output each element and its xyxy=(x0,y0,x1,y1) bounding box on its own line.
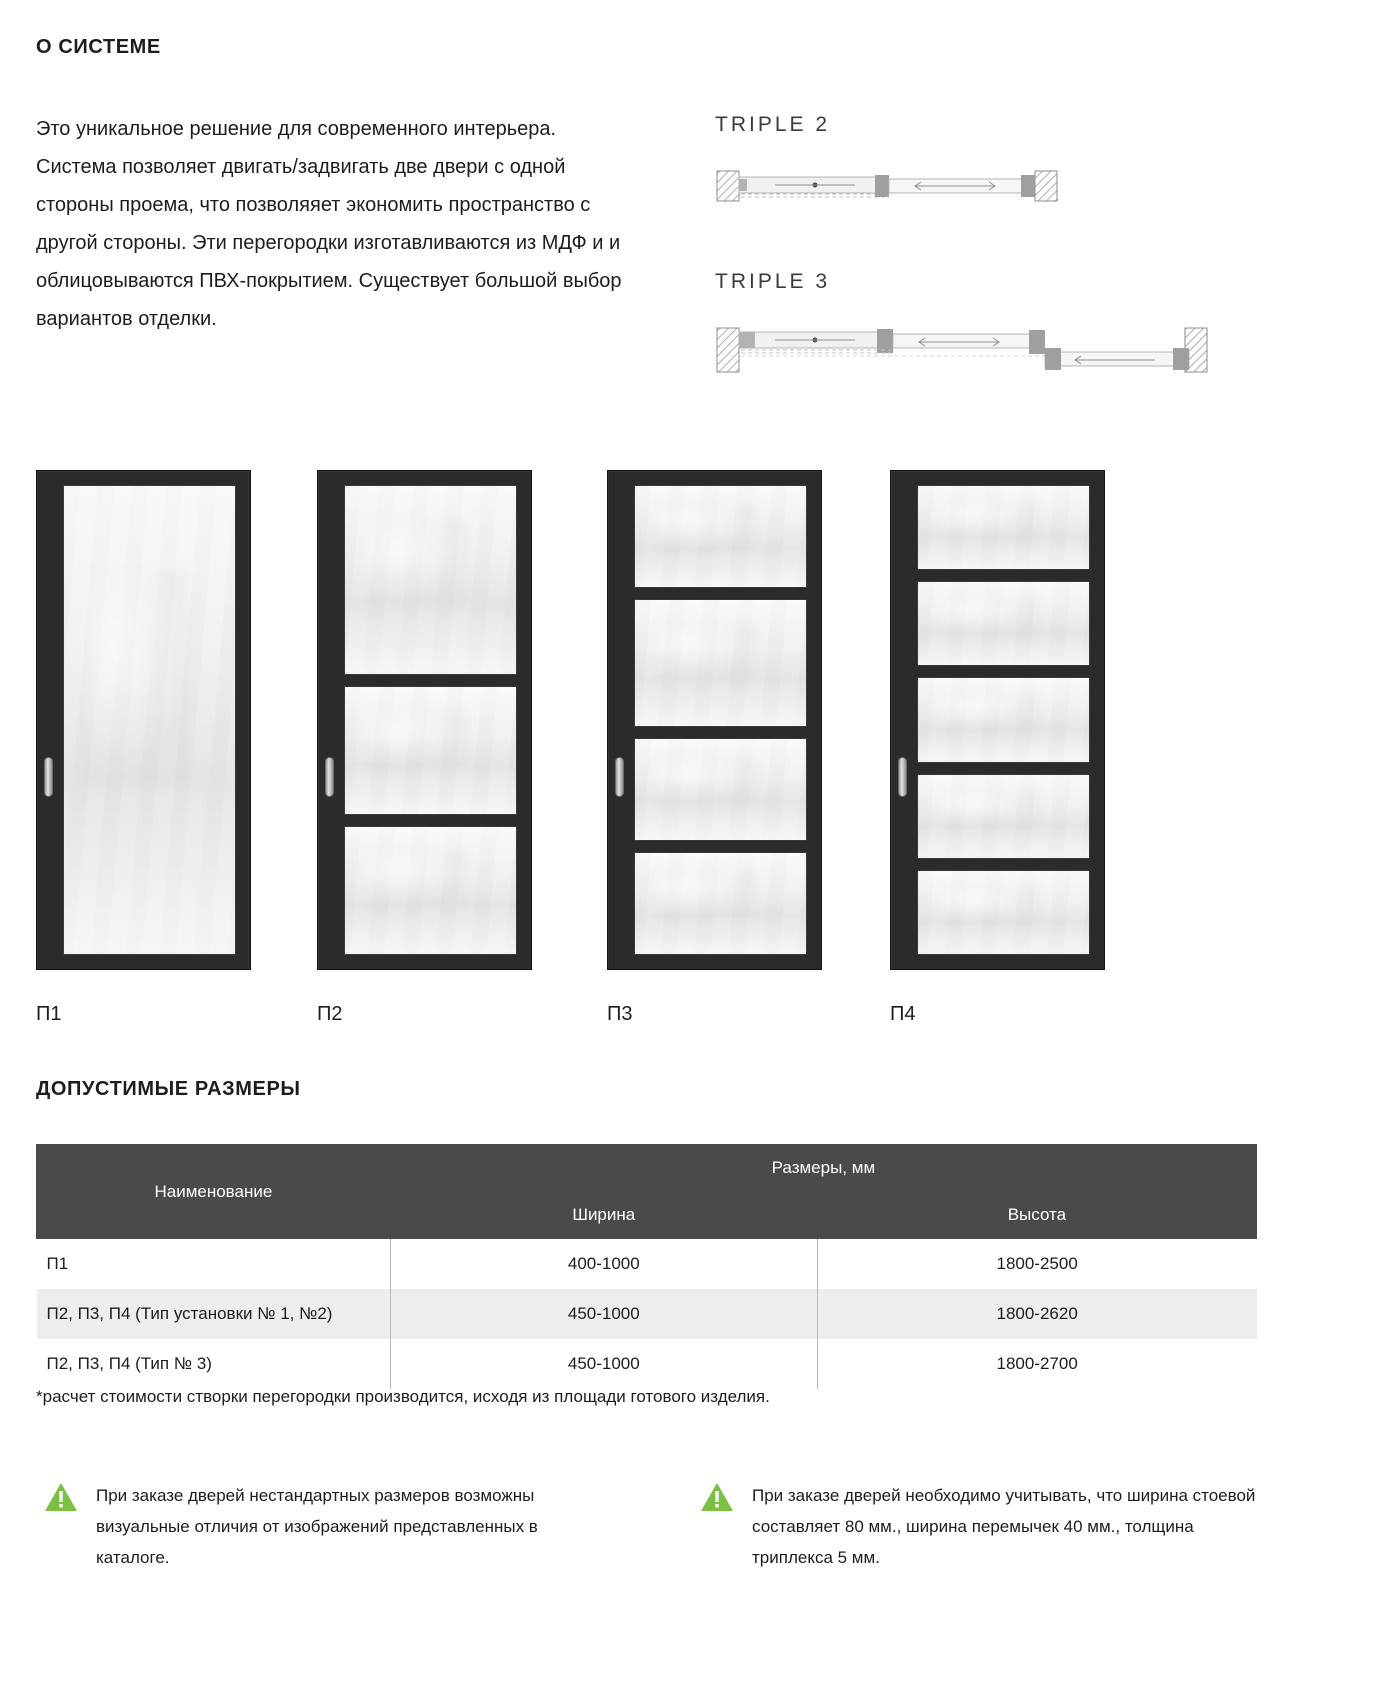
table-body xyxy=(37,1239,1257,1390)
glass-pane xyxy=(634,485,807,588)
about-paragraph: Это уникальное решение для современного интерьера. Система позволяет двигать/задвигать две двери с одной стороны проема, что позволяяет экономить пространство с другой стороны. Эти перегородки изготавливаются из МДФ и и облицовываются ПВХ-покрытием. Существует большой выбор вариантов отделки. xyxy=(36,118,622,330)
table-row xyxy=(37,1239,1257,1290)
door-variants xyxy=(0,470,1393,1040)
cell-width: 450-1000 xyxy=(390,1339,817,1389)
table-footnote: *расчет стоимости створки перегородки производится, исходя из площади готового изделия. xyxy=(36,1387,770,1406)
cell-width: 400-1000 xyxy=(390,1239,817,1290)
glass-pane xyxy=(344,485,517,675)
glass-pane xyxy=(917,774,1090,859)
col-header-name: Наименование xyxy=(37,1145,391,1239)
scheme-triple-2-label: TRIPLE 2 xyxy=(715,113,831,136)
door-handle xyxy=(325,757,334,797)
glass-pane xyxy=(634,599,807,727)
sizes-table-wrapper xyxy=(36,1144,1257,1389)
door-panes xyxy=(63,485,236,955)
cell-width: 450-1000 xyxy=(390,1289,817,1339)
door-panes xyxy=(634,485,807,955)
door-handle xyxy=(44,757,53,797)
table-row xyxy=(37,1339,1257,1389)
table-header-row xyxy=(37,1145,1257,1192)
door-caption: П1 xyxy=(36,1003,62,1025)
door-caption: П4 xyxy=(890,1003,916,1025)
cell-height: 1800-2620 xyxy=(817,1289,1256,1339)
cell-height: 1800-2700 xyxy=(817,1339,1256,1389)
scheme-triple-3-label: TRIPLE 3 xyxy=(715,270,831,293)
scheme-triple-2 xyxy=(715,113,1075,216)
glass-pane xyxy=(917,485,1090,570)
door-variant-p1 xyxy=(36,470,251,1026)
glass-pane xyxy=(344,686,517,815)
glass-pane xyxy=(344,826,517,955)
door-handle xyxy=(898,757,907,797)
glass-pane xyxy=(634,852,807,955)
door-panes xyxy=(917,485,1090,955)
door-handle xyxy=(615,757,624,797)
glass-pane xyxy=(917,581,1090,666)
glass-pane xyxy=(634,738,807,841)
door-panes xyxy=(344,485,517,955)
door-variant-p4 xyxy=(890,470,1105,1026)
page-title: О СИСТЕМЕ xyxy=(36,36,161,58)
door-caption: П2 xyxy=(317,1003,343,1025)
warning-note-1 xyxy=(44,1480,604,1573)
table-row xyxy=(37,1289,1257,1339)
door-variant-p2 xyxy=(317,470,532,1026)
table-head xyxy=(37,1145,1257,1239)
scheme-triple-3 xyxy=(715,270,1225,385)
cell-height: 1800-2500 xyxy=(817,1239,1256,1290)
glass-pane xyxy=(63,485,236,955)
cell-name: П2, П3, П4 (Тип № 3) xyxy=(46,1354,212,1373)
warning-text: При заказе дверей нестандартных размеров возможны визуальные отличия от изображений представленных в каталоге. xyxy=(96,1486,538,1567)
door-caption: П3 xyxy=(607,1003,633,1025)
door-variant-p3 xyxy=(607,470,822,1026)
warning-triangle-icon xyxy=(700,1482,734,1512)
glass-pane xyxy=(917,677,1090,762)
glass-pane xyxy=(917,870,1090,955)
col-header-height: Высота xyxy=(817,1192,1256,1239)
cell-name: П2, П3, П4 (Тип установки № 1, №2) xyxy=(46,1304,333,1323)
warning-text: При заказе дверей необходимо учитывать, что ширина стоевой составляет 80 мм., ширина перемычек 40 мм., толщина триплекса 5 мм. xyxy=(752,1486,1256,1567)
sizes-table xyxy=(36,1144,1257,1389)
cell-name: П1 xyxy=(46,1254,69,1273)
warning-triangle-icon xyxy=(44,1482,78,1512)
door-frame xyxy=(607,470,822,970)
warning-note-2 xyxy=(700,1480,1260,1573)
scheme-triple-2-drawing xyxy=(715,167,1075,211)
door-frame xyxy=(36,470,251,970)
col-header-width: Ширина xyxy=(390,1192,817,1239)
sizes-title: ДОПУСТИМЫЕ РАЗМЕРЫ xyxy=(36,1078,301,1100)
door-frame xyxy=(890,470,1105,970)
col-header-group: Размеры, мм xyxy=(390,1145,1256,1192)
door-frame xyxy=(317,470,532,970)
scheme-triple-3-drawing xyxy=(715,324,1225,380)
